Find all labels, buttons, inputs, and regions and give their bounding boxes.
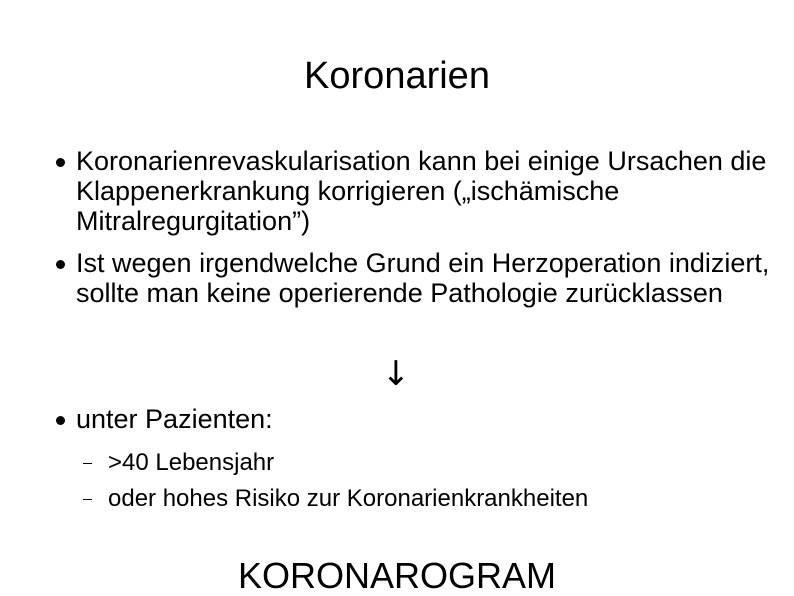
bullet-text: Koronarienrevaskularisation kann bei einige Ursachen die Klappenerkrankung korrigieren („ischämische Mitralregurgitation”) xyxy=(76,146,767,236)
bullet-dot-icon xyxy=(56,260,65,269)
bullet-dot-icon xyxy=(56,158,65,167)
bullet-item xyxy=(76,404,776,434)
bullet-text: Ist wegen irgendwelche Grund ein Herzoperation indiziert, sollte man keine operierende Pathologie zurücklassen xyxy=(76,248,770,308)
sub-bullet-item xyxy=(108,448,768,478)
bullet-dot-icon xyxy=(56,416,65,425)
sub-bullet-text: >40 Lebensjahr xyxy=(108,449,275,476)
dash-bullet-icon xyxy=(83,463,92,464)
down-arrow-icon: ↓ xyxy=(381,354,411,394)
slide-title: Koronarien xyxy=(304,55,490,97)
bullet-item xyxy=(76,146,776,236)
sub-bullet-item xyxy=(108,484,768,514)
dash-bullet-icon xyxy=(83,499,92,500)
sub-bullet-text: oder hohes Risiko zur Koronarienkrankheiten xyxy=(108,485,589,512)
bullet-item xyxy=(76,248,776,308)
conclusion-text: KORONAROGRAM xyxy=(237,555,557,596)
bullet-text: unter Pazienten: xyxy=(76,404,273,434)
